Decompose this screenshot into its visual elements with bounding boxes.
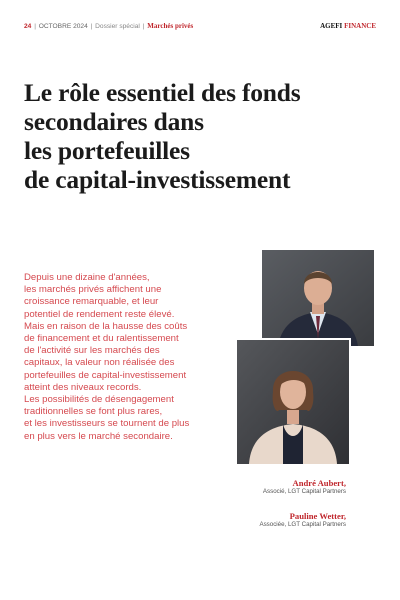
page-number: 24	[24, 23, 32, 30]
brand-accent: FINANCE	[344, 22, 376, 30]
lead-line: et les investisseurs se tournent de plus	[24, 418, 190, 430]
lead-line: atteint des niveaux records.	[24, 381, 142, 393]
portrait-pauline-wetter	[235, 338, 351, 466]
person-name: André Aubert,	[292, 478, 346, 488]
lead-line: Depuis une dizaine d'années,	[24, 272, 150, 283]
person-role: Associé, LGT Capital Partners	[262, 488, 346, 495]
lead-line: traditionnelles se font plus rares,	[24, 406, 163, 418]
lead-line: potentiel de rendement reste élevé.	[24, 308, 175, 320]
title-line: secondaires dans	[24, 107, 204, 136]
brand-logo	[320, 21, 376, 32]
brand-main: AGEFI	[320, 22, 343, 30]
issue-date: OCTOBRE 2024	[38, 23, 88, 30]
article-title	[24, 78, 376, 194]
header-separator: |	[90, 23, 93, 30]
header-separator: |	[34, 23, 36, 30]
lead-line: de l'activité sur les marchés des	[24, 345, 160, 357]
title-line: les portefeuilles	[24, 136, 190, 165]
caption-pauline-wetter	[259, 511, 346, 529]
caption-andre-aubert	[263, 478, 346, 496]
section-label: Dossier spécial	[95, 23, 140, 30]
section-theme: Marchés privés	[147, 22, 194, 30]
person-name: Pauline Wetter,	[289, 511, 346, 521]
title-line: de capital-investissement	[24, 165, 291, 194]
lead-line: capitaux, la valeur non réalisée des	[24, 357, 175, 369]
lead-line: de financement et du ralentissement	[24, 333, 179, 345]
lead-line: croissance remarquable, et leur	[24, 296, 159, 308]
lead-line: Mais en raison de la hausse des coûts	[24, 320, 188, 332]
lead-line: les marchés privés affichent une	[24, 284, 162, 296]
header-left	[24, 23, 193, 30]
person-role: Associée, LGT Capital Partners	[259, 521, 346, 528]
article-lead	[24, 272, 220, 443]
lead-line: en plus vers le marché secondaire.	[24, 430, 173, 442]
lead-line: portefeuilles de capital-investissement	[24, 369, 187, 381]
header-separator: |	[142, 23, 145, 30]
lead-line: Les possibilités de désengagement	[24, 394, 174, 406]
portrait-andre-aubert	[262, 250, 374, 346]
title-line: Le rôle essentiel des fonds	[24, 78, 301, 107]
page-header	[24, 21, 376, 31]
